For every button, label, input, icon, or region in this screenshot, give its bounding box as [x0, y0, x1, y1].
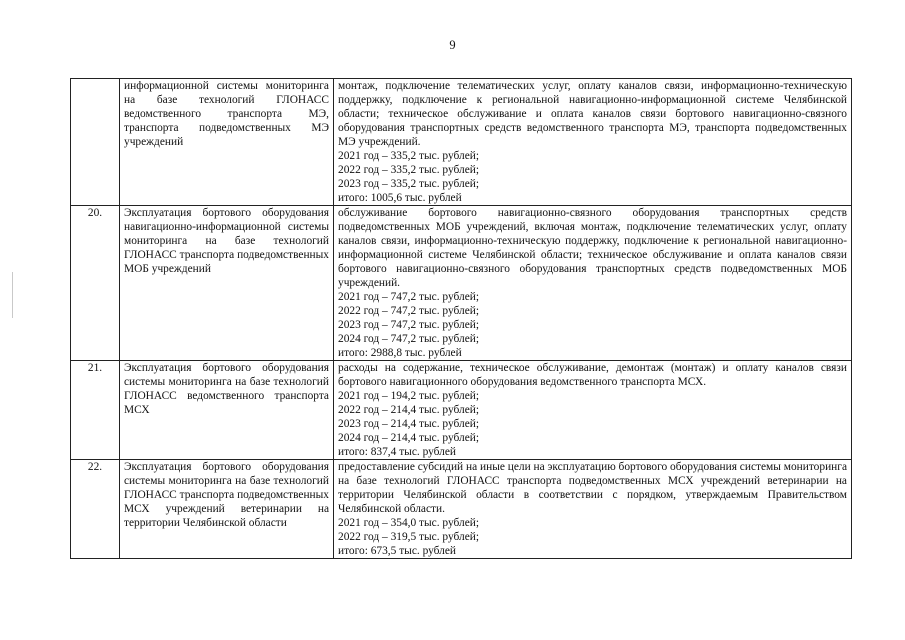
total-line: итого: 2988,8 тыс. рублей — [338, 347, 462, 359]
table-row — [71, 361, 852, 460]
measure-description-cell — [334, 79, 852, 206]
row-number: 22. — [71, 460, 120, 559]
row-number — [71, 79, 120, 206]
measure-description: расходы на содержание, техническое обслуживание, демонтаж (монтаж) и оплату каналов связи бортового навигационного оборудования ведомственного транспорта МСХ. — [338, 362, 847, 388]
margin-mark — [12, 272, 13, 318]
amount-line: 2023 год – 747,2 тыс. рублей; — [338, 319, 480, 331]
row-number: 20. — [71, 206, 120, 361]
amount-line: 2021 год – 747,2 тыс. рублей; — [338, 291, 480, 303]
measure-name: Эксплуатация бортового оборудования навигационно-информационной системы мониторинга на базе технологий ГЛОНАСС транспорта подведомственных МОБ учреждений — [120, 206, 334, 361]
measure-name: Эксплуатация бортового оборудования системы мониторинга на базе технологий ГЛОНАСС транспорта подведомственных МСХ учреждений ветеринарии на территории Челябинской области — [120, 460, 334, 559]
amount-line: 2022 год – 214,4 тыс. рублей; — [338, 404, 480, 416]
amount-line: 2023 год – 214,4 тыс. рублей; — [338, 418, 480, 430]
table-row — [71, 460, 852, 559]
amount-line: 2024 год – 747,2 тыс. рублей; — [338, 333, 480, 345]
row-number: 21. — [71, 361, 120, 460]
measure-name: Эксплуатация бортового оборудования системы мониторинга на базе технологий ГЛОНАСС ведомственного транспорта МСХ — [120, 361, 334, 460]
page-number: 9 — [449, 38, 456, 52]
measure-description-cell — [334, 206, 852, 361]
measure-description-cell — [334, 361, 852, 460]
amount-line: 2023 год – 335,2 тыс. рублей; — [338, 178, 480, 190]
amount-line: 2022 год – 747,2 тыс. рублей; — [338, 305, 480, 317]
measure-description: монтаж, подключение телематических услуг, оплату каналов связи, информационно-техническую поддержку, подключение к региональной навигационно-информационной системе Челябинской области; техническое обслуживание и оплата каналов связи бортового навигационно-связного оборудования транспортных средств ведомственного транспорта МЭ, транспорта подведомственных МЭ учреждений. — [338, 80, 847, 148]
amount-line: 2021 год – 354,0 тыс. рублей; — [338, 517, 480, 529]
measure-description: предоставление субсидий на иные цели на эксплуатацию бортового оборудования системы мониторинга на базе технологий ГЛОНАСС транспорта подведомственных МСХ учреждений ветеринарии на территории Челябинской области в соответствии с порядком, утверждаемым Правительством Челябинской области. — [338, 461, 847, 515]
table-row — [71, 206, 852, 361]
table-row — [71, 79, 852, 206]
measure-description-cell — [334, 460, 852, 559]
total-line: итого: 837,4 тыс. рублей — [338, 446, 457, 458]
amount-line: 2024 год – 214,4 тыс. рублей; — [338, 432, 480, 444]
amount-line: 2021 год – 194,2 тыс. рублей; — [338, 390, 480, 402]
amount-line: 2022 год – 335,2 тыс. рублей; — [338, 164, 480, 176]
amount-line: 2021 год – 335,2 тыс. рублей; — [338, 150, 480, 162]
measure-name: информационной системы мониторинга на базе технологий ГЛОНАСС ведомственного транспорта МЭ, транспорта подведомственных МЭ учреждений — [120, 79, 334, 206]
amount-line: 2022 год – 319,5 тыс. рублей; — [338, 531, 480, 543]
program-measures-table — [70, 78, 852, 559]
total-line: итого: 673,5 тыс. рублей — [338, 545, 457, 557]
total-line: итого: 1005,6 тыс. рублей — [338, 192, 462, 204]
measure-description: обслуживание бортового навигационно-связного оборудования транспортных средств подведомственных МОБ учреждений, включая монтаж, подключение телематических услуг, оплату каналов связи, информационно-техническую поддержку, подключение к региональной навигационно-информационной системе Челябинской области; техническое обслуживание и оплата каналов связи бортового навигационно-связного оборудования транспортных средств подведомственных МОБ учреждений. — [338, 207, 847, 289]
